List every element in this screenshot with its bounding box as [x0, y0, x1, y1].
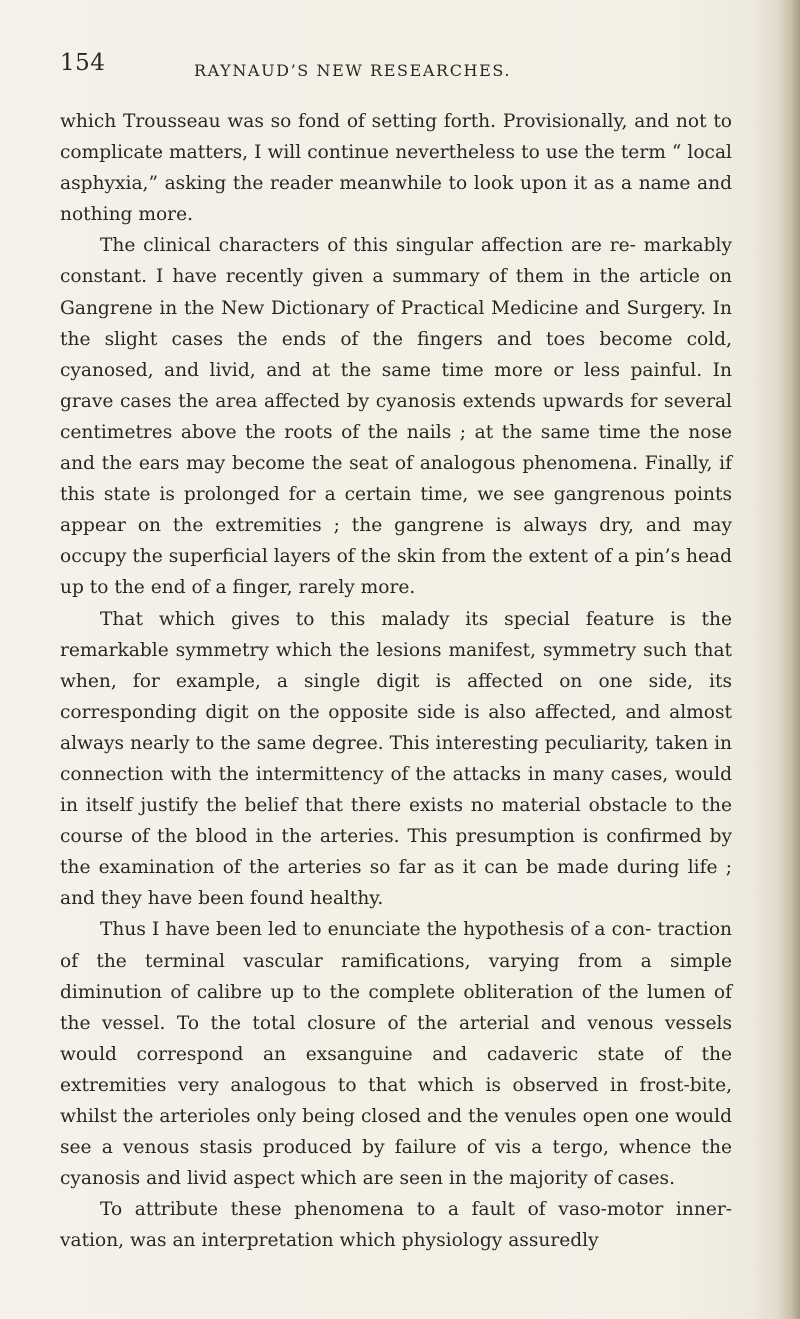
- paragraph: That which gives to this malady its special feature is the remarkable symmetry which the lesions manifest, symmetry such that when, for example, a single digit is affected on one side, its corresponding digit on the opposite side is also affected, and almost always nearly to the same degree. This interesting peculiarity, taken in connection with the intermittency of the attacks in many cases, would in itself justify the belief that there exists no material obstacle to the course of the blood in the arteries. This presumption is confirmed by the examination of the arteries so far as it can be made during life ; and they have been found healthy.: [60, 608, 732, 910]
- page-header: [60, 48, 740, 84]
- paragraph: The clinical characters of this singular affection are re- markably constant. I have recently given a summary of them in the article on Gangrene in the New Dictionary of Practical Medicine and Surgery. In the slight cases the ends of the fingers and toes become cold, cyanosed, and livid, and at the same time more or less painful. In grave cases the area affected by cyanosis extends upwards for several centimetres above the roots of the nails ; at the same time the nose and the ears may become the seat of analogous phenomena. Finally, if this state is prolonged for a certain time, we see gangrenous points appear on the extremities ; the gangrene is always dry, and may occupy the superficial layers of the skin from the extent of a pin’s head up to the end of a finger, rarely more.: [60, 235, 732, 599]
- paragraph: Thus I have been led to enunciate the hypothesis of a con- traction of the terminal vascular ramifications, varying from a simple diminution of calibre up to the complete obliteration of the lumen of the vessel. To the total closure of the arterial and venous vessels would correspond an exsanguine and cadaveric state of the extremities very analogous to that which is observed in frost-bite, whilst the arterioles only being closed and the venules open one would see a venous stasis produced by failure of vis a tergo, whence the cyanosis and livid aspect which are seen in the majority of cases.: [60, 919, 732, 1190]
- running-head: RAYNAUD’S NEW RESEARCHES.: [194, 61, 512, 80]
- body-text: [60, 106, 732, 1256]
- page-number: 154: [60, 50, 106, 76]
- page-edge-shadow: [778, 0, 800, 1319]
- paragraph: which Trousseau was so fond of setting forth. Provisionally, and not to complicate matters, I will continue nevertheless to use the term “ local asphyxia,” asking the reader meanwhile to look upon it as a name and nothing more.: [60, 111, 732, 226]
- paragraph: To attribute these phenomena to a fault of vaso-motor inner- vation, was an interpretation which physiology assuredly: [60, 1199, 732, 1252]
